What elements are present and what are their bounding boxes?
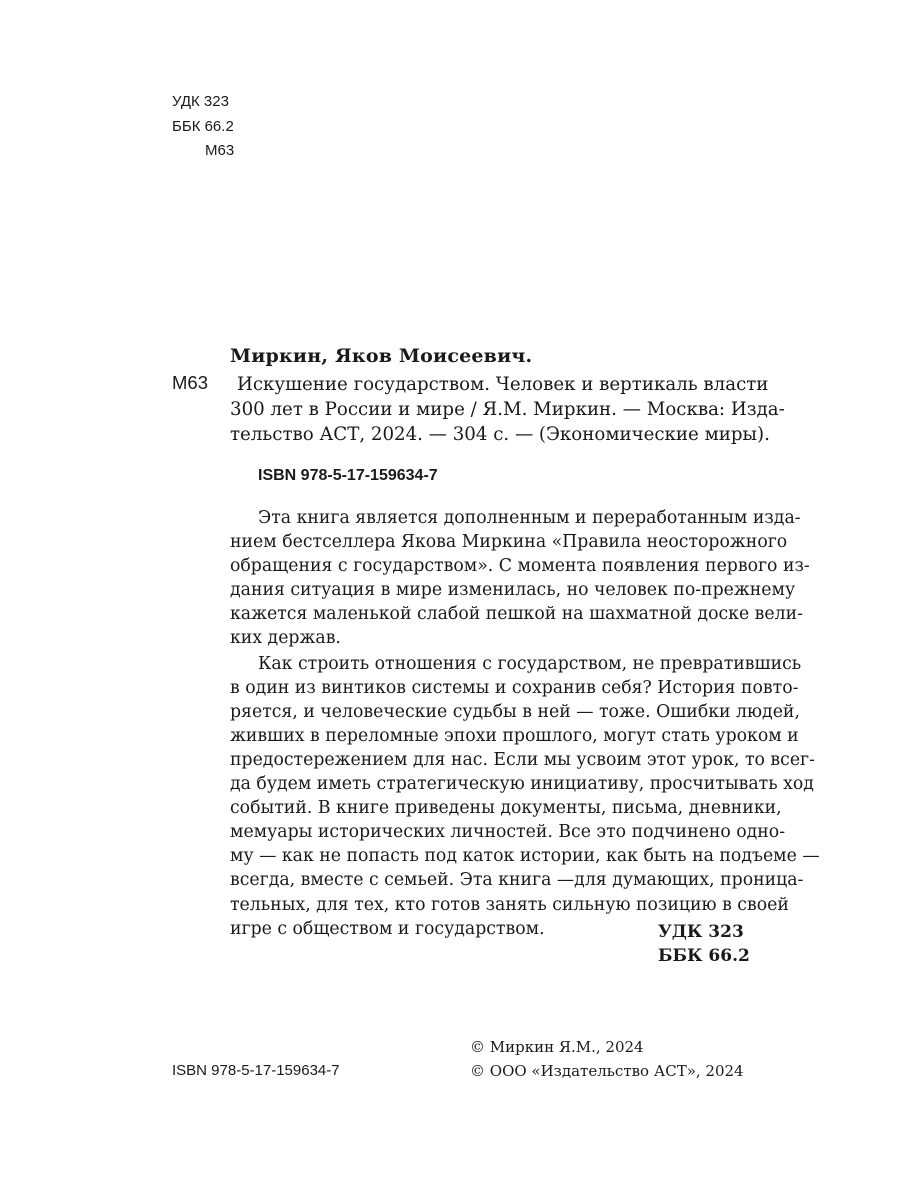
bbk-code-bold: ББК 66.2 bbox=[658, 946, 750, 966]
text-line: ких держав. bbox=[230, 628, 341, 649]
copyright-publisher: © ООО «Издательство АСТ», 2024 bbox=[470, 1062, 744, 1080]
text-line: Эта книга является дополненным и переработанным изда- bbox=[258, 508, 801, 528]
text-line: предостережением для нас. Если мы усвоим этот урок, то всег- bbox=[230, 749, 815, 770]
abstract-paragraph-1 bbox=[230, 506, 810, 651]
text-line: живших в переломные эпохи прошлого, могут стать уроком и bbox=[230, 725, 799, 746]
text-line: му — как не попасть под каток истории, как быть на подъеме — bbox=[230, 846, 820, 867]
text-line: в один из винтиков системы и сохранив себя? История повто- bbox=[230, 677, 799, 698]
text-line: событий. В книге приведены документы, письма, дневники, bbox=[230, 798, 782, 819]
text-line: тельных, для тех, кто готов занять сильную позицию в своей bbox=[230, 894, 789, 915]
copyright-author: © Миркин Я.М., 2024 bbox=[470, 1038, 644, 1056]
udk-code-bold: УДК 323 bbox=[658, 922, 744, 942]
text-line: дания ситуация в мире изменилась, но человек по-прежнему bbox=[230, 580, 796, 601]
text-line: да будем иметь стратегическую инициативу, просчитывать ход bbox=[230, 774, 814, 795]
author-sign: М63 bbox=[205, 142, 235, 159]
udk-code: УДК 323 bbox=[172, 93, 229, 110]
bbk-code: ББК 66.2 bbox=[172, 118, 234, 135]
title-line: Искушение государством. Человек и вертикаль власти bbox=[237, 374, 769, 395]
classification-codes-right bbox=[658, 920, 750, 968]
text-line: ряется, и человеческие судьбы в ней — тоже. Ошибки людей, bbox=[230, 701, 800, 722]
text-line: нием бестселлера Якова Миркина «Правила неосторожного bbox=[230, 532, 788, 553]
abstract bbox=[230, 506, 820, 941]
text-line: игре с обществом и государством. bbox=[230, 918, 545, 939]
text-line: кажется маленькой слабой пешкой на шахматной доске вели- bbox=[230, 604, 803, 625]
isbn-bold: ISBN 978-5-17-159634-7 bbox=[258, 467, 438, 484]
author-name: Миркин, Яков Моисеевич. bbox=[230, 345, 533, 367]
series-line: тельство АСТ, 2024. — 304 с. — (Экономические миры). bbox=[230, 424, 770, 445]
abstract-paragraph-2 bbox=[230, 652, 820, 941]
entry-author-sign: М63 bbox=[172, 372, 208, 393]
text-line: обращения с государством». С момента появления первого из- bbox=[230, 556, 810, 577]
text-line: мемуары исторических личностей. Все это подчинено одно- bbox=[230, 822, 786, 843]
text-line: всегда, вместе с семьей. Эта книга —для думающих, проница- bbox=[230, 870, 804, 891]
footer-isbn: ISBN 978-5-17-159634-7 bbox=[172, 1062, 340, 1079]
imprint-line: 300 лет в России и мире / Я.М. Миркин. — Москва: Изда- bbox=[230, 399, 785, 420]
bibliographic-entry bbox=[230, 342, 785, 447]
text-line: Как строить отношения с государством, не превратившись bbox=[258, 653, 802, 674]
